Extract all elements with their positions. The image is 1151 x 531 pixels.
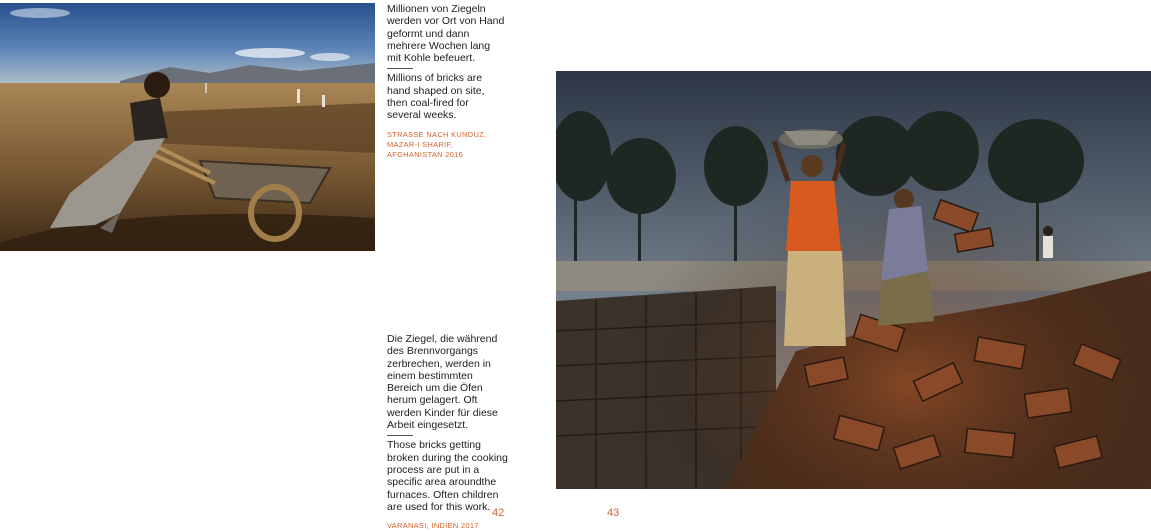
photo-afghanistan-boy-wheelbarrow	[0, 3, 375, 251]
photo-varanasi-brick-workers	[556, 71, 1151, 489]
caption-top-location: STRASSE NACH KUNDUZ, MAZAR-I SHARIF, AFGHANISTAN 2016	[387, 129, 487, 159]
caption-top	[387, 3, 505, 160]
caption-bottom-location: VARANASI, INDIEN 2017	[387, 521, 479, 531]
left-page	[0, 0, 575, 531]
caption-bottom-en: Those bricks getting broken during the cooking process are put in a specific area aroundthe furnaces. Often children are used for this work.	[387, 439, 508, 513]
page-number-right: 43	[607, 507, 620, 519]
right-page	[575, 0, 1151, 521]
caption-divider	[387, 68, 413, 69]
caption-bottom-de: Die Ziegel, die während des Brennvorgangs zerbrechen, werden in einem bestimmten Bereich um die Öfen herum gelagert. Oft werden Kinder für diese Arbeit eingesetzt.	[387, 333, 498, 432]
caption-top-de: Millionen von Ziegeln werden vor Ort von Hand geformt und dann mehrere Wochen lang mit Kohle befeuert.	[387, 3, 505, 65]
page-number-left: 42	[492, 507, 505, 519]
caption-bottom	[387, 333, 509, 531]
caption-divider	[387, 435, 413, 436]
caption-top-en: Millions of bricks are hand shaped on site, then coal-fired for several weeks.	[387, 72, 485, 122]
